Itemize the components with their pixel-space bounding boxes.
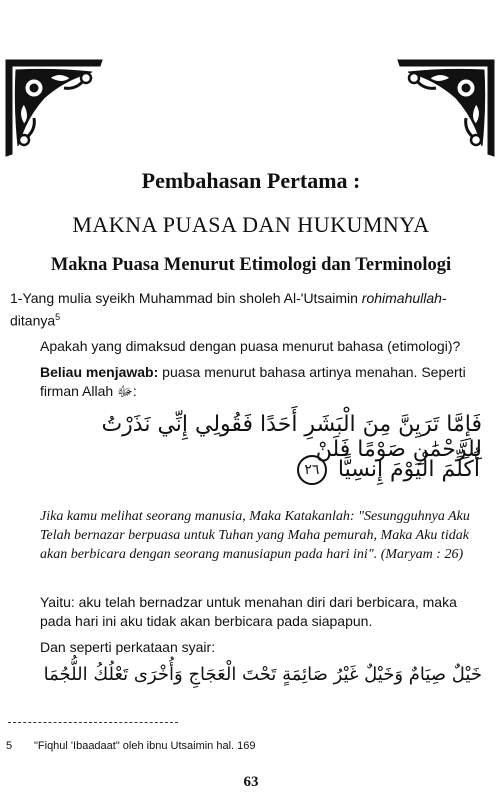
footnote-divider	[8, 722, 178, 723]
chapter-title: MAKNA PUASA DAN HUKUMNYA	[72, 212, 430, 237]
answer-text: puasa menurut bahasa artinya menahan. Seperti firman Allah ﷻ:	[40, 364, 466, 399]
poetry-line: خَيْلٌ صِيَامٌ وَخَيْلٌ غَيْرُ صَائِمَةٍ تَحْتَ الْعَجَاجِ وَأُخْرَى تَعْلُكُ اللُّجُمَا	[43, 664, 482, 685]
footnote-text: "Fiqhul 'Ibaadaat" oleh ibnu Utsaimin hal. 169	[34, 740, 256, 752]
subheading: Makna Puasa Menurut Etimologi dan Terminologi	[50, 255, 452, 275]
question-intro-text: 1-Yang mulia syeikh Muhammad bin sholeh Al-'Utsaimin	[10, 290, 358, 306]
question-intro-end: -ditanya	[10, 290, 447, 329]
corner-ornament-left-icon	[4, 58, 104, 158]
section-title: Pembahasan Pertama :	[141, 168, 361, 193]
corner-ornament-right-icon	[396, 58, 496, 158]
footnote-reference[interactable]: 5	[55, 312, 61, 322]
quran-verse-line-2	[180, 455, 480, 485]
footnote-number: 5	[6, 740, 13, 752]
explanation-paragraph: Yaitu: aku telah bernadzar untuk menahan diri dari berbicara, maka pada hari ini aku tidak akan berbicara pada siapapun.	[40, 594, 457, 629]
footnote	[6, 740, 256, 752]
quran-verse-line-2-text: أُكَلِّمَ الْيَوْمَ إِنسِيًّا	[337, 457, 480, 482]
page-number: 63	[243, 774, 259, 790]
question-paragraph: Apakah yang dimaksud dengan puasa menurut bahasa (etimologi)?	[40, 338, 461, 354]
answer-paragraph	[40, 363, 490, 401]
verse-number-badge: ٢٦	[297, 455, 327, 485]
question-intro-paragraph	[10, 289, 480, 331]
question-intro-honorific: rohimahullah	[361, 290, 442, 306]
answer-label: Beliau menjawab:	[40, 364, 159, 380]
poetry-intro: Dan seperti perkataan syair:	[40, 639, 216, 655]
quran-verse-line-1: فَإِمَّا تَرَيِنَّ مِنَ الْبَشَرِ أَحَدًا فَقُولِي إِنِّي نَذَرْتُ لِلرَّحْمَٰنِ صَوْمًا فَلَنْ	[101, 412, 482, 462]
verse-translation: Jika kamu melihat seorang manusia, Maka Katakanlah: "Sesungguhnya Aku Telah bernazar berpuasa untuk Tuhan yang Maha pemurah, Maka Aku tidak akan berbicara dengan seorang manusiapun pada hari ini". (Maryam : 26)	[40, 509, 470, 562]
